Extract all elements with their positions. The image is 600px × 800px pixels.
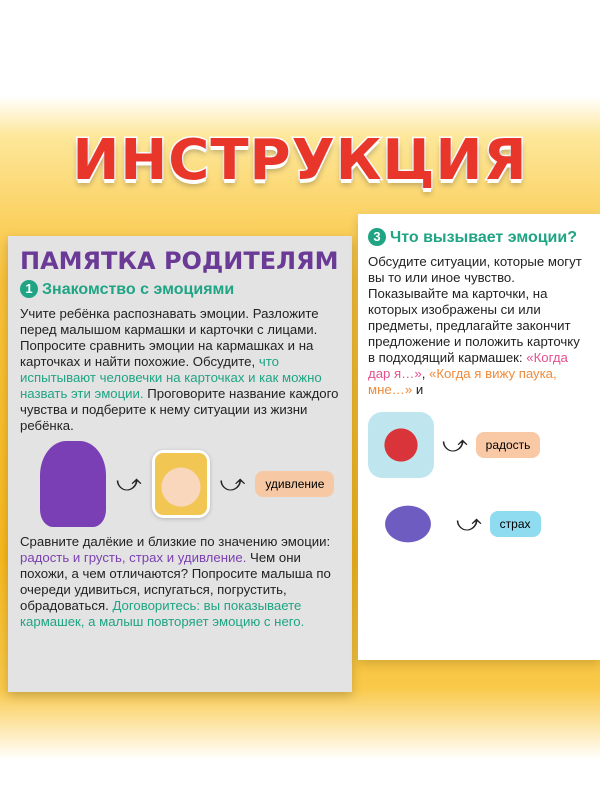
text: , [421, 366, 430, 381]
highlight-text: Договоритесь: вы показываете кармашек, а малыш повторяет эмоцию с него. [20, 598, 305, 629]
highlight-text: «Когда дар я…» [368, 350, 568, 381]
page-title: ИНСТРУКЦИЯ [72, 128, 528, 193]
text: Чем они похожи, а чем отличаются? Попросите малыша по очереди удивиться, испугаться, погрустить, обрадоваться. [20, 550, 331, 613]
text: и [412, 382, 424, 397]
arrow-icon: ⤻ [219, 470, 246, 497]
section-3-title [368, 228, 590, 248]
surprised-girl-card-image [152, 450, 210, 518]
emotion-label-fear: страх [490, 511, 541, 537]
number-badge: 3 [368, 228, 386, 246]
text: Учите ребёнка распознавать эмоции. Разложите перед малышом кармашки и карточки с лицами. Попросите сравнить эмоции на кармашках и на карточках и найти похожие. Обсудите, [20, 306, 319, 369]
santa-card-image [368, 412, 434, 478]
section-title-text: Знакомство с эмоциями [42, 281, 235, 298]
purple-octopus-pocket-image [40, 441, 106, 527]
text: Проговорите название каждого чувства и подберите к нему ситуации из жизни ребёнка. [20, 386, 339, 433]
memo-heading: ПАМЯТКА РОДИТЕЛЯМ [20, 247, 339, 275]
arrow-icon: ⤻ [456, 510, 482, 537]
section-title-text: Что вызывает эмоции? [390, 229, 577, 246]
joy-example [368, 412, 590, 478]
highlight-text: «Когда я вижу паука, мне…» [368, 366, 557, 397]
section-1-text [20, 306, 340, 434]
parents-memo-page [8, 236, 352, 692]
spider-card-image [368, 492, 448, 556]
section-3-page [358, 214, 600, 660]
emotion-label-surprise: удивление [255, 471, 334, 497]
fear-example [368, 492, 590, 556]
highlight-text: что испытывают человечки на карточках и как можно назвать эти эмоции. [20, 354, 322, 401]
arrow-icon: ⤻ [116, 470, 142, 497]
number-badge: 1 [20, 280, 38, 298]
text: Обсудите ситуации, которые могут вы то или иное чувство. Показывайте ма карточки, на которых изображены си или предметы, предлагайте закончит предложение и положить карточку в подходящий кармашек: [368, 254, 582, 365]
section-1-title [20, 280, 340, 300]
highlight-text: радость и грусть, страх и удивление. [20, 550, 247, 565]
comparison-text [20, 534, 340, 630]
text: Сравните далёкие и близкие по значению эмоции: [20, 534, 331, 549]
section-3-text [368, 254, 590, 398]
emotion-label-joy: радость [476, 432, 541, 458]
emotion-example [20, 434, 340, 534]
arrow-icon: ⤻ [442, 431, 468, 458]
